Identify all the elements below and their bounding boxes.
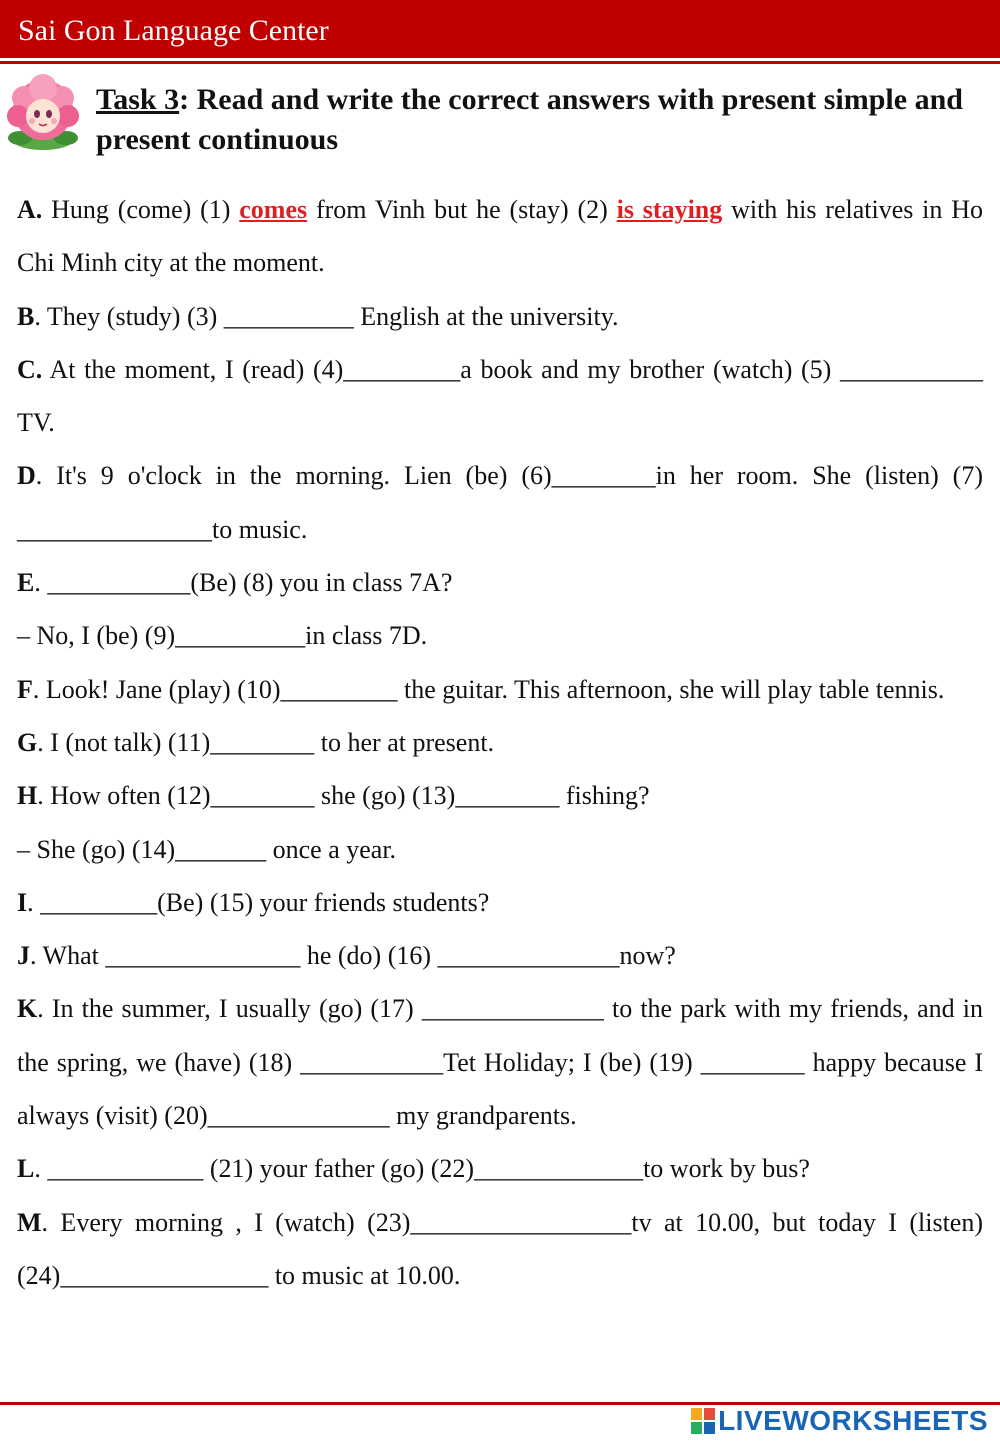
question-j	[17, 929, 983, 982]
task-title: : Read and write the correct answers with present simple and present continuous	[96, 83, 963, 156]
question-g	[17, 716, 983, 769]
question-letter: L	[17, 1154, 35, 1184]
question-text[interactable]: At the moment, I (read) (4)_________a book and my brother (watch) (5) ___________ TV.	[17, 354, 983, 438]
question-letter: A.	[17, 195, 43, 224]
question-text[interactable]: . ___________(Be) (8) you in class 7A?	[34, 568, 453, 598]
answer-1[interactable]: comes	[239, 195, 308, 224]
question-d	[17, 449, 983, 556]
question-letter: G	[17, 727, 38, 757]
header-divider	[0, 61, 1000, 64]
question-text[interactable]: . Every morning , I (watch) (23)_________________tv at 10.00, but today I (listen) (24)________________ to music at 10.00.	[17, 1207, 983, 1290]
liveworksheets-mark-icon	[691, 1408, 715, 1434]
question-text[interactable]: . They (study) (3) __________ English at the university.	[34, 301, 619, 331]
question-a	[17, 183, 983, 290]
question-text[interactable]: . What _______________ he (do) (16) ______________now?	[30, 941, 676, 971]
question-f	[17, 663, 983, 716]
question-i	[17, 876, 983, 929]
question-k	[17, 982, 983, 1142]
question-text[interactable]: . It's 9 o'clock in the morning. Lien (be) (6)________in her room. She (listen) (7) _______________to music.	[17, 461, 983, 544]
liveworksheets-logo[interactable]	[691, 1404, 988, 1438]
question-text[interactable]: . ____________ (21) your father (go) (22)_____________to work by bus?	[34, 1154, 810, 1184]
question-letter: K	[17, 994, 38, 1024]
question-e-reply[interactable]: – No, I (be) (9)__________in class 7D.	[17, 621, 428, 651]
question-letter: J	[17, 941, 30, 971]
answer-2[interactable]: is staying	[616, 195, 723, 224]
question-text[interactable]: . _________(Be) (15) your friends students?	[27, 887, 490, 917]
question-e	[17, 556, 983, 609]
question-m	[17, 1196, 983, 1303]
question-letter: E	[17, 568, 35, 598]
question-text[interactable]: . How often (12)________ she (go) (13)________ fishing?	[37, 781, 650, 811]
question-h	[17, 769, 983, 822]
flower-mascot-icon	[4, 70, 82, 154]
question-l	[17, 1142, 983, 1195]
question-c	[17, 343, 983, 450]
question-letter: B	[17, 301, 35, 331]
question-text: from Vinh but he (stay) (2)	[307, 195, 617, 224]
task-heading	[96, 80, 986, 160]
question-letter: D	[17, 461, 36, 491]
exercise-body	[17, 183, 983, 1302]
question-text[interactable]: . I (not talk) (11)________ to her at present.	[37, 727, 495, 757]
question-text: Hung (come) (1)	[42, 195, 240, 224]
question-letter: C.	[17, 354, 43, 384]
question-text[interactable]: . In the summer, I usually (go) (17) ______________ to the park with my friends, and in the spring, we (have) (18) ___________Tet Holiday; I (be) (19) ________ happy because I always (visit) (20)______________ my grandparents.	[17, 994, 983, 1131]
question-letter: F	[17, 674, 33, 704]
question-letter: H	[17, 781, 38, 811]
question-b	[17, 290, 983, 343]
question-h-reply[interactable]: – She (go) (14)_______ once a year.	[17, 834, 397, 864]
question-text: with his relatives in Ho Chi Minh city at the moment.	[17, 195, 983, 278]
question-letter: M	[17, 1207, 42, 1237]
question-letter: I	[17, 887, 28, 917]
header-banner	[0, 0, 1000, 58]
question-text[interactable]: . Look! Jane (play) (10)_________ the guitar. This afternoon, she will play table tennis.	[32, 674, 945, 704]
center-name: Sai Gon Language Center	[18, 14, 329, 47]
task-label: Task 3	[96, 83, 180, 116]
logo-text: LIVEWORKSHEETS	[718, 1405, 988, 1436]
